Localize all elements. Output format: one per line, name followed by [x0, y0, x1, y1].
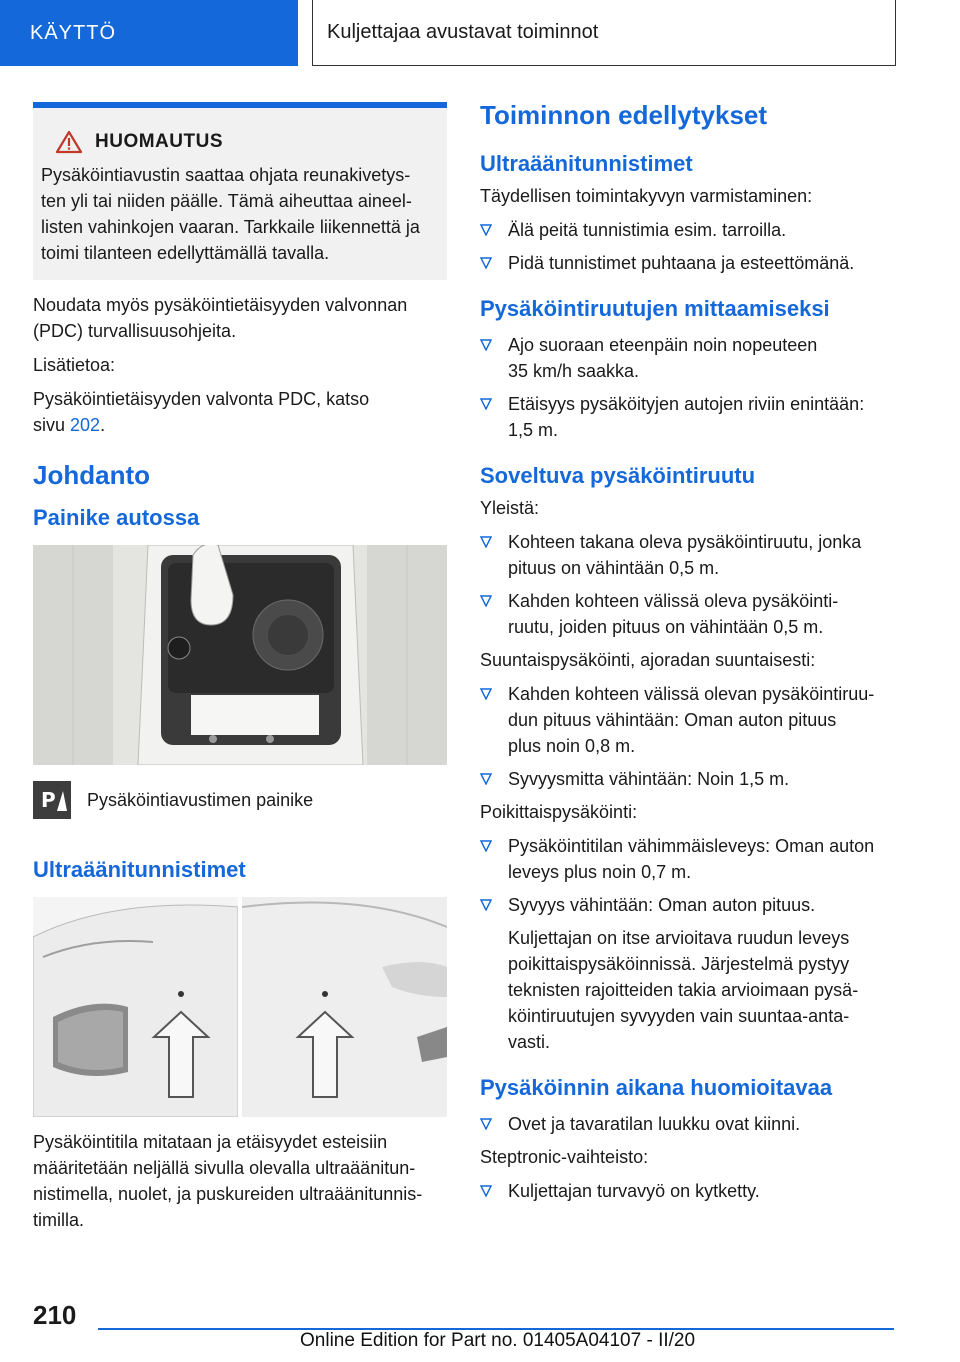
list-item: Ajo suoraan eteenpäin noin nopeuteen 35 km/h saakka. — [480, 332, 900, 384]
heading-suitable: Soveltuva pysäköintiruutu — [480, 463, 756, 488]
notice-title: HUOMAUTUS — [95, 131, 223, 152]
notice-line: listen vahinkojen vaaran. Tarkkaile liikennettä ja — [41, 217, 420, 237]
list-item: Ovet ja tavaratilan luukku ovat kiinni. — [480, 1111, 900, 1137]
page-number: 210 — [33, 1300, 77, 1330]
bullet-triangle-icon — [480, 688, 492, 700]
bullet-triangle-icon — [480, 595, 492, 607]
bullet-triangle-icon — [480, 339, 492, 351]
console-illustration — [33, 545, 447, 765]
list-item: Etäisyys pysäköityjen autojen riviin enintään: 1,5 m. — [480, 391, 900, 443]
perpendicular-label: Poikittaispysäköinti: — [480, 802, 638, 822]
front-bumper-illustration — [33, 897, 238, 1117]
list-item: Syvyysmitta vähintään: Noin 1,5 m. — [480, 766, 900, 792]
warning-icon — [55, 130, 83, 154]
bullet-triangle-icon — [480, 536, 492, 548]
notice-text — [41, 162, 439, 266]
list-item: Kohteen takana oleva pysäköintiruutu, jonka pituus on vähintään 0,5 m. — [480, 529, 900, 581]
heading-ultrasonic: Ultraäänitunnistimet — [480, 151, 693, 176]
bullet-triangle-icon — [480, 840, 492, 852]
bullet-triangle-icon — [480, 1185, 492, 1197]
steptronic-label: Steptronic-vaihteisto: — [480, 1147, 649, 1167]
heading-measuring: Pysäköintiruutujen mittaamiseksi — [480, 296, 830, 321]
notice-line: ten yli tai niiden päälle. Tämä aiheuttaa aineel- — [41, 191, 412, 211]
heading-requirements: Toiminnon edellytykset — [480, 100, 768, 130]
chapter-title: Kuljettajaa avustavat toiminnot — [312, 0, 896, 66]
perpendicular-list — [480, 833, 900, 918]
heading-intro: Johdanto — [33, 460, 150, 490]
more-info-label: Lisätietoa: — [33, 355, 116, 375]
list-item: Syvyys vähintään: Oman auton pituus. — [480, 892, 900, 918]
right-column — [480, 100, 900, 1211]
list-item: Pysäköintitilan vähimmäisleveys: Oman auton leveys plus noin 0,7 m. — [480, 833, 900, 885]
list-item: Älä peitä tunnistimia esim. tarroilla. — [480, 217, 900, 243]
list-item: Pidä tunnistimet puhtaana ja esteettömänä. — [480, 250, 900, 276]
edition-info: Online Edition for Part no. 01405A04107 - II/20 — [300, 1330, 696, 1351]
notice-line: Pysäköintiavustin saattaa ohjata reunakivetys- — [41, 165, 411, 185]
general-list — [480, 529, 900, 640]
ultrasonic-list — [480, 217, 900, 276]
cross-reference: Pysäköintietäisyyden valvonta PDC, katso sivu 202. — [33, 389, 370, 435]
perpendicular-note: Kuljettajan on itse arvioitava ruudun leveys poikittaispysäköinnissä. Järjestelmä pystyy teknisten rajoitteiden takia arvioimaan pysä- köintiruutujen syvyyden vain suuntaa-anta- vasti. — [508, 928, 859, 1052]
console-photo — [33, 545, 447, 765]
heading-sensors: Ultraäänitunnistimet — [33, 857, 246, 882]
general-label: Yleistä: — [480, 498, 540, 518]
left-column — [33, 102, 447, 1233]
svg-text:P: P — [41, 788, 56, 812]
bullet-triangle-icon — [480, 224, 492, 236]
during-list — [480, 1111, 900, 1137]
notice-box — [33, 102, 447, 280]
parallel-list — [480, 681, 900, 792]
button-caption: Pysäköintiavustimen painike — [87, 789, 314, 810]
page-link[interactable]: 202 — [70, 415, 101, 435]
bumper-photos — [33, 897, 447, 1117]
page-header — [0, 0, 960, 66]
heading-button: Painike autossa — [33, 505, 200, 530]
rear-bumper-illustration — [242, 897, 447, 1117]
button-legend — [33, 781, 447, 819]
bullet-triangle-icon — [480, 773, 492, 785]
bullet-triangle-icon — [480, 398, 492, 410]
bullet-triangle-icon — [480, 899, 492, 911]
list-item: Kahden kohteen välissä olevan pysäköintiruu- dun pituus vähintään: Oman auton pituus plus noin 0,8 m. — [480, 681, 900, 759]
measuring-list — [480, 332, 900, 443]
section-tab[interactable]: KÄYTTÖ — [0, 0, 298, 66]
list-item: Kuljettajan turvavyö on kytketty. — [480, 1178, 900, 1204]
steptronic-list — [480, 1178, 900, 1204]
bullet-triangle-icon — [480, 257, 492, 269]
heading-during-parking: Pysäköinnin aikana huomioitavaa — [480, 1075, 833, 1100]
parallel-label: Suuntaispysäköinti, ajoradan suuntaisesti: — [480, 650, 816, 670]
notice-line: toimi tilanteen edellyttämällä tavalla. — [41, 243, 330, 263]
parking-assistant-icon — [33, 781, 71, 819]
sensors-text: Pysäköintitila mitataan ja etäisyydet esteisiin määritetään neljällä sivulla olevalla ultraäänitun- nistimella, nuolet, ja puskureiden ultraäänitunnis- timilla. — [33, 1132, 423, 1230]
ultrasonic-intro: Täydellisen toimintakyvyn varmistaminen: — [480, 186, 813, 206]
pdc-safety-text: Noudata myös pysäköintietäisyyden valvonnan (PDC) turvallisuusohjeita. — [33, 295, 408, 341]
list-item: Kahden kohteen välissä oleva pysäköinti- ruutu, joiden pituus on vähintään 0,5 m. — [480, 588, 900, 640]
bullet-triangle-icon — [480, 1118, 492, 1130]
